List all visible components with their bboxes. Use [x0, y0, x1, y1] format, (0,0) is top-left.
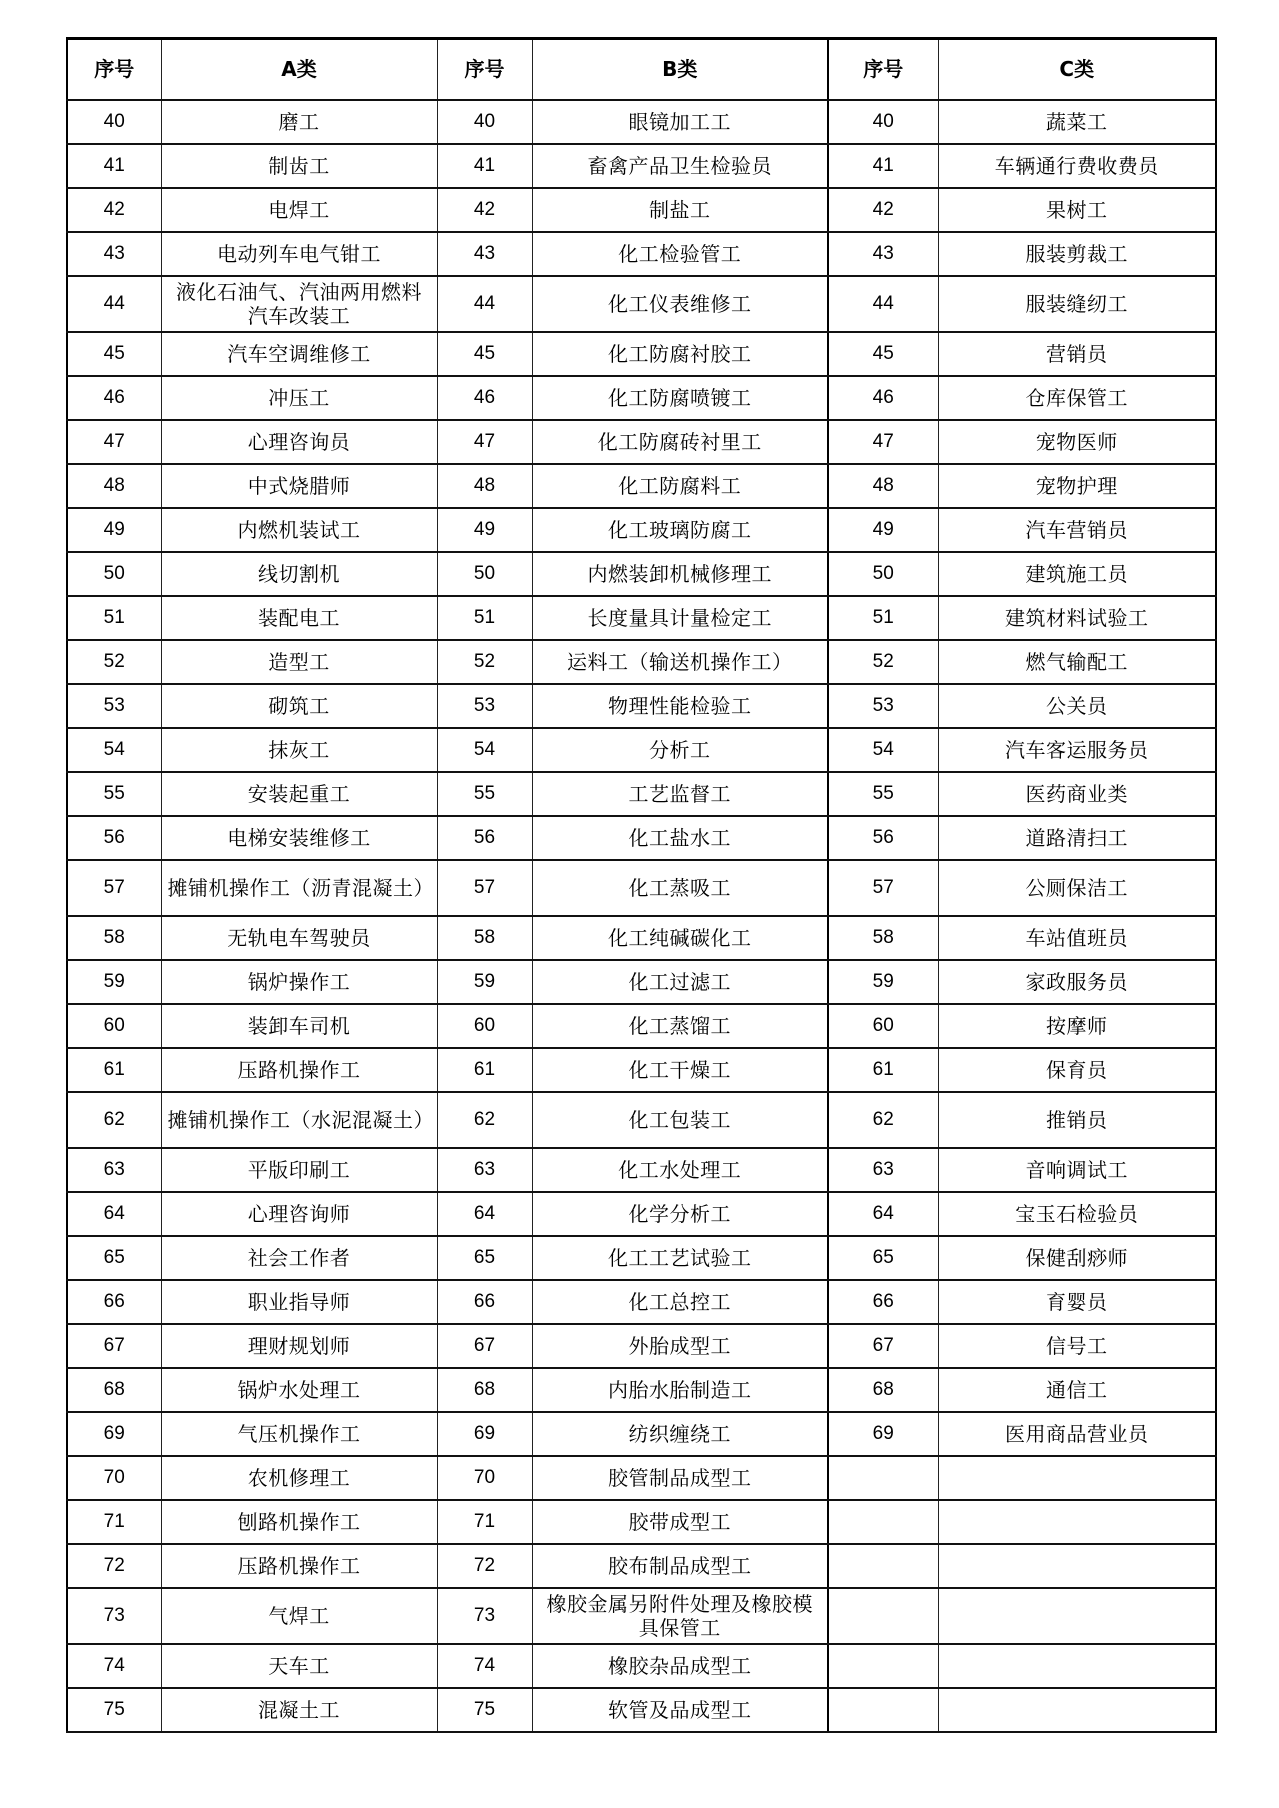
a-number-cell: 75: [67, 1688, 161, 1732]
c-number-cell: [828, 1644, 938, 1688]
b-category-cell: 纺织缠绕工: [532, 1412, 828, 1456]
c-category-cell: 车辆通行费收费员: [938, 144, 1216, 188]
b-number-cell: 46: [437, 376, 532, 420]
c-category-cell: [938, 1500, 1216, 1544]
c-number-cell: 48: [828, 464, 938, 508]
a-number-cell: 70: [67, 1456, 161, 1500]
header-c-number: 序号: [828, 39, 938, 100]
table-row: [67, 276, 1216, 332]
a-number-cell: 48: [67, 464, 161, 508]
b-category-cell: 化工仪表维修工: [532, 276, 828, 332]
c-number-cell: 62: [828, 1092, 938, 1148]
c-category-cell: 宠物护理: [938, 464, 1216, 508]
table-row: [67, 552, 1216, 596]
c-category-cell: 推销员: [938, 1092, 1216, 1148]
a-category-cell: 农机修理工: [161, 1456, 437, 1500]
a-category-cell: 抹灰工: [161, 728, 437, 772]
table-row: [67, 640, 1216, 684]
a-number-cell: 65: [67, 1236, 161, 1280]
c-number-cell: 53: [828, 684, 938, 728]
c-category-cell: 蔬菜工: [938, 100, 1216, 144]
a-number-cell: 74: [67, 1644, 161, 1688]
a-category-cell: 安装起重工: [161, 772, 437, 816]
c-number-cell: 69: [828, 1412, 938, 1456]
a-number-cell: 56: [67, 816, 161, 860]
a-number-cell: 42: [67, 188, 161, 232]
b-number-cell: 45: [437, 332, 532, 376]
table-body: [67, 100, 1216, 1732]
header-b-category: B类: [532, 39, 828, 100]
b-category-cell: 工艺监督工: [532, 772, 828, 816]
a-category-cell: 液化石油气、汽油两用燃料汽车改装工: [161, 276, 437, 332]
a-category-cell: 社会工作者: [161, 1236, 437, 1280]
table-row: [67, 684, 1216, 728]
b-category-cell: 化工防腐衬胶工: [532, 332, 828, 376]
a-number-cell: 68: [67, 1368, 161, 1412]
b-category-cell: 化工干燥工: [532, 1048, 828, 1092]
table-row: [67, 772, 1216, 816]
table-row: [67, 232, 1216, 276]
c-category-cell: 医用商品营业员: [938, 1412, 1216, 1456]
b-category-cell: 物理性能检验工: [532, 684, 828, 728]
b-number-cell: 42: [437, 188, 532, 232]
a-number-cell: 67: [67, 1324, 161, 1368]
b-number-cell: 63: [437, 1148, 532, 1192]
b-category-cell: 化工工艺试验工: [532, 1236, 828, 1280]
table-row: [67, 728, 1216, 772]
c-category-cell: [938, 1644, 1216, 1688]
b-category-cell: 软管及品成型工: [532, 1688, 828, 1732]
b-category-cell: 胶带成型工: [532, 1500, 828, 1544]
b-number-cell: 47: [437, 420, 532, 464]
a-category-cell: 职业指导师: [161, 1280, 437, 1324]
b-number-cell: 61: [437, 1048, 532, 1092]
c-category-cell: 建筑施工员: [938, 552, 1216, 596]
header-b-number: 序号: [437, 39, 532, 100]
a-category-cell: 线切割机: [161, 552, 437, 596]
c-category-cell: 医药商业类: [938, 772, 1216, 816]
b-number-cell: 68: [437, 1368, 532, 1412]
b-category-cell: 内胎水胎制造工: [532, 1368, 828, 1412]
a-number-cell: 46: [67, 376, 161, 420]
a-category-cell: 气压机操作工: [161, 1412, 437, 1456]
c-category-cell: 按摩师: [938, 1004, 1216, 1048]
a-category-cell: 压路机操作工: [161, 1048, 437, 1092]
b-category-cell: 运料工（输送机操作工）: [532, 640, 828, 684]
table-row: [67, 1280, 1216, 1324]
a-category-cell: 中式烧腊师: [161, 464, 437, 508]
c-category-cell: 信号工: [938, 1324, 1216, 1368]
c-category-cell: 音响调试工: [938, 1148, 1216, 1192]
a-category-cell: 摊铺机操作工（沥青混凝土）: [161, 860, 437, 916]
b-number-cell: 48: [437, 464, 532, 508]
a-category-cell: 锅炉水处理工: [161, 1368, 437, 1412]
b-number-cell: 65: [437, 1236, 532, 1280]
table-row: [67, 960, 1216, 1004]
a-category-cell: 平版印刷工: [161, 1148, 437, 1192]
a-number-cell: 53: [67, 684, 161, 728]
header-c-category: C类: [938, 39, 1216, 100]
b-number-cell: 75: [437, 1688, 532, 1732]
b-number-cell: 74: [437, 1644, 532, 1688]
a-category-cell: 无轨电车驾驶员: [161, 916, 437, 960]
table-row: [67, 1500, 1216, 1544]
c-category-cell: 汽车客运服务员: [938, 728, 1216, 772]
b-number-cell: 71: [437, 1500, 532, 1544]
b-number-cell: 73: [437, 1588, 532, 1644]
c-number-cell: 67: [828, 1324, 938, 1368]
b-category-cell: 畜禽产品卫生检验员: [532, 144, 828, 188]
c-number-cell: 52: [828, 640, 938, 684]
c-number-cell: 49: [828, 508, 938, 552]
a-category-cell: 天车工: [161, 1644, 437, 1688]
c-number-cell: 63: [828, 1148, 938, 1192]
c-number-cell: 46: [828, 376, 938, 420]
c-category-cell: 育婴员: [938, 1280, 1216, 1324]
c-category-cell: 保育员: [938, 1048, 1216, 1092]
table-row: [67, 1544, 1216, 1588]
b-number-cell: 57: [437, 860, 532, 916]
table-row: [67, 1148, 1216, 1192]
b-category-cell: 化工包装工: [532, 1092, 828, 1148]
b-category-cell: 化工过滤工: [532, 960, 828, 1004]
a-number-cell: 72: [67, 1544, 161, 1588]
b-category-cell: 橡胶杂品成型工: [532, 1644, 828, 1688]
c-category-cell: 营销员: [938, 332, 1216, 376]
a-category-cell: 电动列车电气钳工: [161, 232, 437, 276]
b-category-cell: 化工盐水工: [532, 816, 828, 860]
a-number-cell: 54: [67, 728, 161, 772]
a-number-cell: 43: [67, 232, 161, 276]
b-number-cell: 67: [437, 1324, 532, 1368]
c-number-cell: 43: [828, 232, 938, 276]
c-number-cell: 45: [828, 332, 938, 376]
a-number-cell: 62: [67, 1092, 161, 1148]
a-number-cell: 49: [67, 508, 161, 552]
table-row: [67, 596, 1216, 640]
c-number-cell: 64: [828, 1192, 938, 1236]
table-row: [67, 100, 1216, 144]
b-category-cell: 化工蒸吸工: [532, 860, 828, 916]
c-category-cell: 仓库保管工: [938, 376, 1216, 420]
a-category-cell: 心理咨询师: [161, 1192, 437, 1236]
table-row: [67, 1588, 1216, 1644]
c-number-cell: 59: [828, 960, 938, 1004]
a-number-cell: 51: [67, 596, 161, 640]
b-category-cell: 化工纯碱碳化工: [532, 916, 828, 960]
a-number-cell: 66: [67, 1280, 161, 1324]
c-category-cell: [938, 1688, 1216, 1732]
a-number-cell: 61: [67, 1048, 161, 1092]
b-category-cell: 化工玻璃防腐工: [532, 508, 828, 552]
a-number-cell: 69: [67, 1412, 161, 1456]
b-number-cell: 49: [437, 508, 532, 552]
table-row: [67, 376, 1216, 420]
b-number-cell: 59: [437, 960, 532, 1004]
a-number-cell: 71: [67, 1500, 161, 1544]
b-category-cell: 制盐工: [532, 188, 828, 232]
a-category-cell: 理财规划师: [161, 1324, 437, 1368]
table-row: [67, 1236, 1216, 1280]
a-category-cell: 磨工: [161, 100, 437, 144]
table-row: [67, 1644, 1216, 1688]
table-row: [67, 1192, 1216, 1236]
c-category-cell: 公关员: [938, 684, 1216, 728]
a-category-cell: 摊铺机操作工（水泥混凝土）: [161, 1092, 437, 1148]
table-row: [67, 332, 1216, 376]
c-category-cell: [938, 1588, 1216, 1644]
a-category-cell: 气焊工: [161, 1588, 437, 1644]
b-category-cell: 分析工: [532, 728, 828, 772]
a-category-cell: 装卸车司机: [161, 1004, 437, 1048]
header-row: [67, 39, 1216, 100]
c-category-cell: 服装缝纫工: [938, 276, 1216, 332]
a-number-cell: 58: [67, 916, 161, 960]
a-number-cell: 52: [67, 640, 161, 684]
c-category-cell: [938, 1544, 1216, 1588]
a-category-cell: 造型工: [161, 640, 437, 684]
c-number-cell: 54: [828, 728, 938, 772]
b-category-cell: 化工检验管工: [532, 232, 828, 276]
a-category-cell: 压路机操作工: [161, 1544, 437, 1588]
table-row: [67, 420, 1216, 464]
table-row: [67, 1412, 1216, 1456]
b-category-cell: 胶布制品成型工: [532, 1544, 828, 1588]
table-row: [67, 508, 1216, 552]
a-number-cell: 59: [67, 960, 161, 1004]
b-number-cell: 56: [437, 816, 532, 860]
a-category-cell: 汽车空调维修工: [161, 332, 437, 376]
c-category-cell: 通信工: [938, 1368, 1216, 1412]
c-category-cell: 宝玉石检验员: [938, 1192, 1216, 1236]
a-number-cell: 47: [67, 420, 161, 464]
c-category-cell: 服装剪裁工: [938, 232, 1216, 276]
a-number-cell: 45: [67, 332, 161, 376]
a-category-cell: 电梯安装维修工: [161, 816, 437, 860]
c-category-cell: 车站值班员: [938, 916, 1216, 960]
c-number-cell: 61: [828, 1048, 938, 1092]
a-category-cell: 混凝土工: [161, 1688, 437, 1732]
c-number-cell: 50: [828, 552, 938, 596]
c-category-cell: [938, 1456, 1216, 1500]
a-number-cell: 40: [67, 100, 161, 144]
table-row: [67, 1456, 1216, 1500]
c-number-cell: [828, 1500, 938, 1544]
a-category-cell: 内燃机装试工: [161, 508, 437, 552]
b-category-cell: 外胎成型工: [532, 1324, 828, 1368]
table-row: [67, 188, 1216, 232]
b-number-cell: 54: [437, 728, 532, 772]
c-number-cell: [828, 1688, 938, 1732]
table-row: [67, 916, 1216, 960]
b-number-cell: 64: [437, 1192, 532, 1236]
a-number-cell: 60: [67, 1004, 161, 1048]
a-category-cell: 砌筑工: [161, 684, 437, 728]
c-number-cell: 68: [828, 1368, 938, 1412]
a-category-cell: 心理咨询员: [161, 420, 437, 464]
table-row: [67, 1004, 1216, 1048]
b-number-cell: 69: [437, 1412, 532, 1456]
header-a-category: A类: [161, 39, 437, 100]
b-number-cell: 62: [437, 1092, 532, 1148]
c-number-cell: 55: [828, 772, 938, 816]
b-category-cell: 内燃装卸机械修理工: [532, 552, 828, 596]
c-number-cell: 57: [828, 860, 938, 916]
header-a-number: 序号: [67, 39, 161, 100]
a-category-cell: 锅炉操作工: [161, 960, 437, 1004]
c-number-cell: 65: [828, 1236, 938, 1280]
c-category-cell: 公厕保洁工: [938, 860, 1216, 916]
table-row: [67, 464, 1216, 508]
b-category-cell: 化工总控工: [532, 1280, 828, 1324]
a-number-cell: 73: [67, 1588, 161, 1644]
b-number-cell: 50: [437, 552, 532, 596]
b-number-cell: 66: [437, 1280, 532, 1324]
c-category-cell: 果树工: [938, 188, 1216, 232]
b-number-cell: 43: [437, 232, 532, 276]
a-number-cell: 63: [67, 1148, 161, 1192]
c-number-cell: 56: [828, 816, 938, 860]
b-category-cell: 化工防腐料工: [532, 464, 828, 508]
a-number-cell: 55: [67, 772, 161, 816]
b-number-cell: 53: [437, 684, 532, 728]
b-number-cell: 70: [437, 1456, 532, 1500]
c-category-cell: 宠物医师: [938, 420, 1216, 464]
table-row: [67, 816, 1216, 860]
a-number-cell: 41: [67, 144, 161, 188]
c-category-cell: 汽车营销员: [938, 508, 1216, 552]
b-number-cell: 60: [437, 1004, 532, 1048]
a-category-cell: 冲压工: [161, 376, 437, 420]
b-category-cell: 化工防腐砖衬里工: [532, 420, 828, 464]
a-category-cell: 电焊工: [161, 188, 437, 232]
a-number-cell: 64: [67, 1192, 161, 1236]
a-category-cell: 刨路机操作工: [161, 1500, 437, 1544]
c-number-cell: 60: [828, 1004, 938, 1048]
c-category-cell: 家政服务员: [938, 960, 1216, 1004]
c-number-cell: 47: [828, 420, 938, 464]
c-number-cell: 42: [828, 188, 938, 232]
b-category-cell: 化工蒸馏工: [532, 1004, 828, 1048]
table-row: [67, 860, 1216, 916]
job-category-table: [66, 37, 1217, 1733]
b-number-cell: 55: [437, 772, 532, 816]
b-category-cell: 化学分析工: [532, 1192, 828, 1236]
b-category-cell: 橡胶金属另附件处理及橡胶模具保管工: [532, 1588, 828, 1644]
c-number-cell: [828, 1456, 938, 1500]
a-number-cell: 50: [67, 552, 161, 596]
table-row: [67, 1368, 1216, 1412]
b-category-cell: 眼镜加工工: [532, 100, 828, 144]
c-category-cell: 建筑材料试验工: [938, 596, 1216, 640]
c-number-cell: 44: [828, 276, 938, 332]
table-row: [67, 1688, 1216, 1732]
c-number-cell: 58: [828, 916, 938, 960]
table-row: [67, 1324, 1216, 1368]
c-category-cell: 道路清扫工: [938, 816, 1216, 860]
table-row: [67, 1092, 1216, 1148]
a-category-cell: 制齿工: [161, 144, 437, 188]
b-category-cell: 胶管制品成型工: [532, 1456, 828, 1500]
a-number-cell: 57: [67, 860, 161, 916]
c-number-cell: 41: [828, 144, 938, 188]
table-row: [67, 1048, 1216, 1092]
c-number-cell: 51: [828, 596, 938, 640]
b-number-cell: 41: [437, 144, 532, 188]
document-page: [66, 37, 1215, 1733]
b-number-cell: 72: [437, 1544, 532, 1588]
b-category-cell: 长度量具计量检定工: [532, 596, 828, 640]
b-number-cell: 40: [437, 100, 532, 144]
c-number-cell: 40: [828, 100, 938, 144]
c-category-cell: 保健刮痧师: [938, 1236, 1216, 1280]
b-category-cell: 化工防腐喷镀工: [532, 376, 828, 420]
b-number-cell: 52: [437, 640, 532, 684]
b-category-cell: 化工水处理工: [532, 1148, 828, 1192]
b-number-cell: 58: [437, 916, 532, 960]
b-number-cell: 51: [437, 596, 532, 640]
c-number-cell: 66: [828, 1280, 938, 1324]
table-row: [67, 144, 1216, 188]
a-category-cell: 装配电工: [161, 596, 437, 640]
c-category-cell: 燃气输配工: [938, 640, 1216, 684]
c-number-cell: [828, 1588, 938, 1644]
b-number-cell: 44: [437, 276, 532, 332]
c-number-cell: [828, 1544, 938, 1588]
a-number-cell: 44: [67, 276, 161, 332]
